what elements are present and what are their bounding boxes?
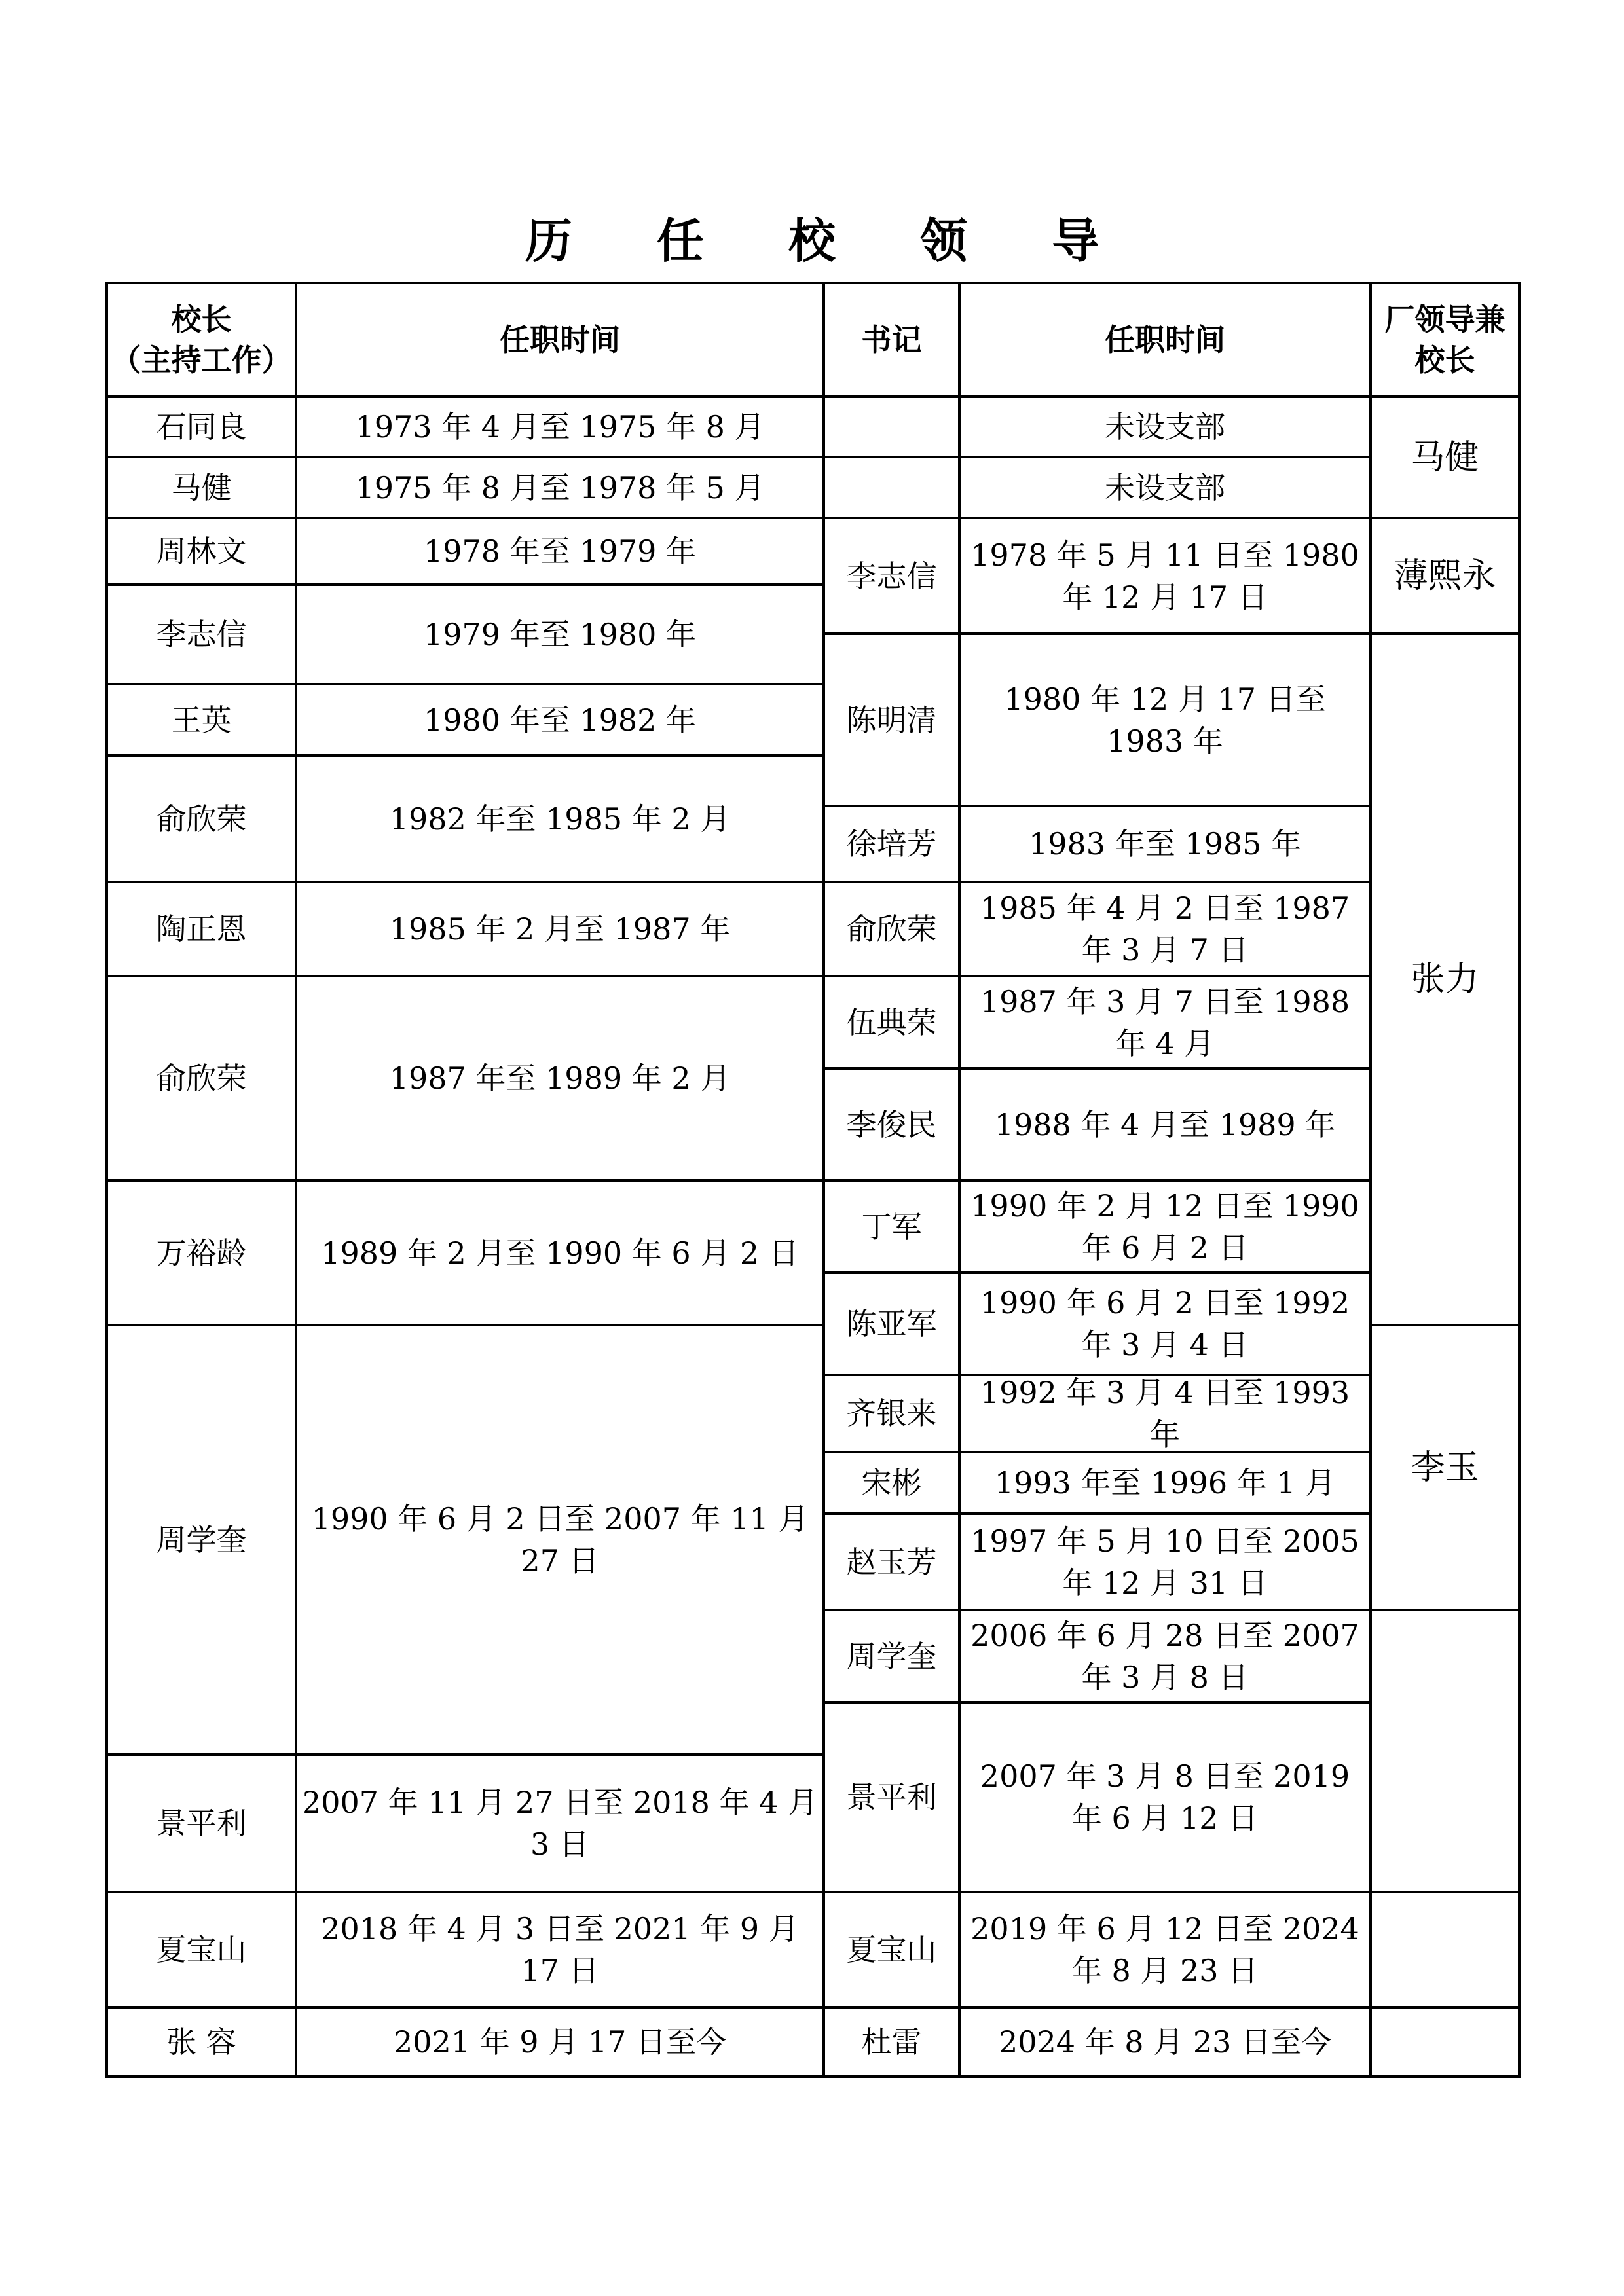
header-secretary-text: 书记: [861, 322, 922, 357]
principal-name-text: 石同良: [156, 409, 247, 445]
secretary-term: [958, 1512, 1372, 1611]
secretary-name: [822, 632, 961, 807]
principal-name: [105, 517, 297, 586]
secretary-name: [822, 1609, 961, 1704]
header-principal-term: [295, 282, 825, 398]
factory-leader-name: [1369, 517, 1521, 635]
factory-leader-name-text: 马健: [1411, 437, 1479, 477]
principal-term: [295, 456, 825, 519]
factory-leader-name: [1369, 2006, 1521, 2078]
secretary-term-text: 1992 年 3 月 4 日至 1993 年: [980, 1375, 1350, 1452]
secretary-term-text: 1987 年 3 月 7 日至 1988 年 4 月: [980, 983, 1350, 1061]
secretary-term: [958, 1891, 1372, 2009]
principal-term-text: 1985 年 2 月至 1987 年: [389, 911, 731, 947]
header-factory-leader: [1369, 282, 1521, 398]
principal-term: [295, 754, 825, 883]
principal-name-text: 陶正恩: [156, 911, 247, 947]
header-secretary-term: [958, 282, 1372, 398]
principal-term: [295, 517, 825, 586]
principal-name: [105, 1753, 297, 1893]
factory-leader-name: [1369, 395, 1521, 519]
secretary-term-text: 2024 年 8 月 23 日至今: [999, 2024, 1331, 2060]
header-secretary: [822, 282, 961, 398]
principal-name-text: 夏宝山: [156, 1932, 247, 1967]
principal-term-text: 1990 年 6 月 2 日至 2007 年 11 月 27 日: [311, 1501, 809, 1578]
secretary-term-text: 1983 年至 1985 年: [1029, 826, 1301, 862]
factory-leader-name-text: 张力: [1411, 960, 1479, 999]
secretary-name: [822, 1451, 961, 1515]
secretary-name: [822, 456, 961, 519]
secretary-term-text: 2006 年 6 月 28 日至 2007 年 3 月 8 日: [970, 1617, 1359, 1695]
principal-name: [105, 1179, 297, 1326]
factory-leader-name: [1369, 1324, 1521, 1611]
principal-name-text: 万裕龄: [156, 1235, 247, 1271]
principal-name-text: 张 容: [166, 2024, 236, 2060]
secretary-term: [958, 1701, 1372, 1893]
principal-name-text: 俞欣荣: [156, 801, 247, 837]
principal-term: [295, 1324, 825, 1756]
principal-name: [105, 2006, 297, 2078]
secretary-term-text: 1980 年 12 月 17 日至 1983 年: [1004, 681, 1326, 759]
secretary-name: [822, 1374, 961, 1453]
principal-term-text: 1973 年 4 月至 1975 年 8 月: [355, 409, 765, 445]
principal-term-text: 2021 年 9 月 17 日至今: [394, 2024, 726, 2060]
principal-name: [105, 1324, 297, 1756]
secretary-name-text: 景平利: [846, 1779, 937, 1815]
secretary-term: [958, 395, 1372, 458]
principal-term: [295, 881, 825, 977]
secretary-name: [822, 517, 961, 635]
secretary-name: [822, 2006, 961, 2078]
secretary-term: [958, 805, 1372, 883]
principal-term: [295, 1753, 825, 1893]
principal-name-text: 王英: [171, 702, 232, 738]
secretary-name: [822, 1891, 961, 2009]
principal-term: [295, 1891, 825, 2009]
secretary-name-text: 赵玉芳: [846, 1544, 937, 1580]
principal-name: [105, 583, 297, 685]
secretary-term-text: 1993 年至 1996 年 1 月: [994, 1465, 1336, 1501]
secretary-term-text: 1985 年 4 月 2 日至 1987 年 3 月 7 日: [980, 890, 1350, 968]
principal-term-text: 1979 年至 1980 年: [424, 617, 696, 652]
secretary-name: [822, 1512, 961, 1611]
secretary-name-text: 齐银来: [846, 1396, 937, 1431]
secretary-term-text: 2007 年 3 月 8 日至 2019 年 6 月 12 日: [980, 1758, 1350, 1836]
principal-name-text: 周林文: [156, 534, 247, 569]
principal-name-text: 李志信: [156, 617, 247, 652]
principal-name: [105, 395, 297, 458]
secretary-term: [958, 975, 1372, 1070]
factory-leader-name: [1369, 1609, 1521, 1893]
header-principal-term-text: 任职时间: [500, 322, 620, 357]
principal-term-text: 1987 年至 1989 年 2 月: [389, 1061, 731, 1096]
header-secretary-term-text: 任职时间: [1105, 322, 1225, 357]
secretary-term: [958, 456, 1372, 519]
secretary-term: [958, 1271, 1372, 1376]
secretary-name-text: 徐培芳: [846, 826, 937, 862]
principal-term: [295, 395, 825, 458]
principal-term: [295, 1179, 825, 1326]
secretary-term: [958, 881, 1372, 977]
document-title: 历 任 校 领 导: [525, 213, 1134, 268]
header-principal-text: 校长 （主持工作）: [111, 302, 292, 378]
secretary-name: [822, 1701, 961, 1893]
secretary-name: [822, 1271, 961, 1376]
secretary-name-text: 杜雷: [861, 2024, 922, 2060]
factory-leader-name-text: 薄熙永: [1393, 556, 1496, 596]
secretary-name-text: 夏宝山: [846, 1932, 937, 1967]
secretary-term-text: 1988 年 4 月至 1989 年: [994, 1106, 1336, 1142]
secretary-term-text: 2019 年 6 月 12 日至 2024 年 8 月 23 日: [970, 1911, 1359, 1988]
secretary-name-text: 丁军: [861, 1209, 922, 1245]
principal-name: [105, 683, 297, 757]
secretary-term-text: 1990 年 6 月 2 日至 1992 年 3 月 4 日: [980, 1285, 1350, 1362]
principal-name: [105, 975, 297, 1182]
secretary-name-text: 陈亚军: [846, 1306, 937, 1341]
principal-name-text: 周学奎: [156, 1522, 247, 1558]
secretary-name-text: 周学奎: [846, 1638, 937, 1674]
secretary-term: [958, 517, 1372, 635]
header-factory-leader-text: 厂领导兼 校长: [1384, 302, 1505, 378]
secretary-term: [958, 1374, 1372, 1453]
principal-term-text: 2018 年 4 月 3 日至 2021 年 9 月 17 日: [321, 1911, 799, 1988]
secretary-name-text: 李俊民: [846, 1106, 937, 1142]
secretary-name: [822, 805, 961, 883]
principal-term-text: 1980 年至 1982 年: [424, 702, 696, 738]
secretary-term-text: 未设支部: [1105, 469, 1225, 505]
secretary-term-text: 1978 年 5 月 11 日至 1980 年 12 月 17 日: [970, 537, 1359, 615]
principal-name: [105, 456, 297, 519]
principal-name: [105, 881, 297, 977]
secretary-term: [958, 632, 1372, 807]
secretary-term-text: 1990 年 2 月 12 日至 1990 年 6 月 2 日: [970, 1188, 1359, 1266]
principal-name: [105, 754, 297, 883]
principal-name: [105, 1891, 297, 2009]
secretary-name: [822, 881, 961, 977]
principal-term: [295, 2006, 825, 2078]
header-principal: [105, 282, 297, 398]
secretary-term-text: 1997 年 5 月 10 日至 2005 年 12 月 31 日: [970, 1523, 1359, 1601]
secretary-name: [822, 1179, 961, 1274]
principal-term-text: 1975 年 8 月至 1978 年 5 月: [355, 469, 765, 505]
principal-term-text: 1989 年 2 月至 1990 年 6 月 2 日: [321, 1235, 799, 1271]
secretary-term: [958, 1179, 1372, 1274]
factory-leader-name-text: 李玉: [1411, 1448, 1479, 1487]
principal-term: [295, 975, 825, 1182]
factory-leader-name: [1369, 632, 1521, 1326]
secretary-term: [958, 1451, 1372, 1515]
secretary-name-text: 陈明清: [846, 702, 937, 738]
secretary-name-text: 俞欣荣: [846, 911, 937, 947]
secretary-name: [822, 975, 961, 1070]
principal-term: [295, 583, 825, 685]
factory-leader-name: [1369, 1891, 1521, 2009]
principal-name-text: 俞欣荣: [156, 1061, 247, 1096]
secretary-term-text: 未设支部: [1105, 409, 1225, 445]
secretary-name-text: 伍典荣: [846, 1004, 937, 1040]
secretary-term: [958, 2006, 1372, 2078]
secretary-term: [958, 1609, 1372, 1704]
secretary-name: [822, 395, 961, 458]
secretary-name: [822, 1067, 961, 1182]
principal-name-text: 马健: [171, 469, 232, 505]
secretary-term: [958, 1067, 1372, 1182]
principal-term: [295, 683, 825, 757]
secretary-name-text: 宋彬: [861, 1465, 922, 1501]
principal-name-text: 景平利: [156, 1806, 247, 1841]
principal-term-text: 1982 年至 1985 年 2 月: [389, 801, 731, 837]
principal-term-text: 1978 年至 1979 年: [424, 534, 696, 569]
secretary-name-text: 李志信: [846, 558, 937, 594]
principal-term-text: 2007 年 11 月 27 日至 2018 年 4 月 3 日: [301, 1785, 819, 1862]
